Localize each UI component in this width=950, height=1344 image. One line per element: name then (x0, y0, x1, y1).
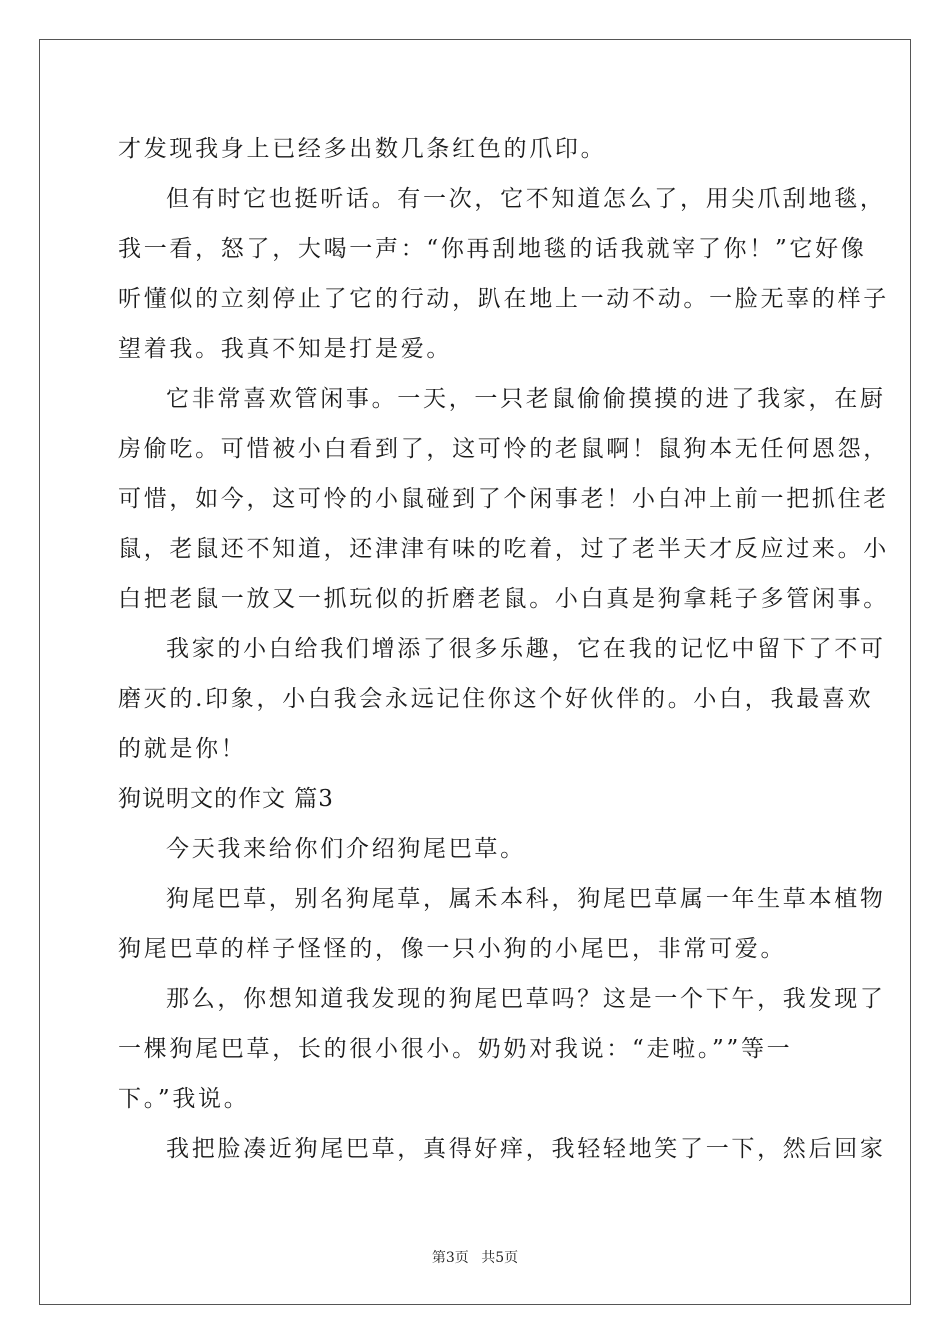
text-line: 听懂似的立刻停止了它的行动，趴在地上一动不动。一脸无辜的样子 (118, 286, 889, 312)
text-line: 的就是你！ (118, 736, 247, 762)
text-line: 一棵狗尾巴草，长的很小很小。奶奶对我说：“走啦。””等一 (118, 1036, 793, 1062)
text-line: 那么，你想知道我发现的狗尾巴草吗？这是一个下午，我发现了 (166, 986, 886, 1012)
section-heading: 狗说明文的作文 篇3 (118, 786, 334, 812)
text-line: 我把脸凑近狗尾巴草，真得好痒，我轻轻地笑了一下，然后回家 (166, 1136, 886, 1162)
text-line: 我一看，怒了，大喝一声：“你再刮地毯的话我就宰了你！”它好像 (118, 236, 867, 262)
text-line: 但有时它也挺听话。有一次，它不知道怎么了，用尖爪刮地毯， (166, 186, 886, 212)
text-line: 白把老鼠一放又一抓玩似的折磨老鼠。小白真是狗拿耗子多管闲事。 (118, 586, 889, 612)
document-body (118, 124, 889, 1174)
text-line: 才发现我身上已经多出数几条红色的爪印。 (118, 136, 607, 162)
text-line: 狗尾巴草的样子怪怪的，像一只小狗的小尾巴，非常可爱。 (118, 936, 787, 962)
text-line: 今天我来给你们介绍狗尾巴草。 (166, 836, 526, 862)
text-line: 鼠，老鼠还不知道，还津津有味的吃着，过了老半天才反应过来。小 (118, 536, 889, 562)
text-line: 望着我。我真不知是打是爱。 (118, 336, 453, 362)
page-number: 第3页 (431, 1250, 469, 1266)
page-footer (0, 1247, 950, 1267)
page-total: 共5页 (481, 1250, 519, 1266)
text-line: 房偷吃。可惜被小白看到了，这可怜的老鼠啊！鼠狗本无任何恩怨， (118, 436, 889, 462)
text-line: 磨灭的.印象，小白我会永远记住你这个好伙伴的。小白，我最喜欢 (118, 686, 874, 712)
text-line: 狗尾巴草，别名狗尾草，属禾本科，狗尾巴草属一年生草本植物 (166, 886, 886, 912)
text-line: 它非常喜欢管闲事。一天，一只老鼠偷偷摸摸的进了我家，在厨 (166, 386, 886, 412)
text-line: 我家的小白给我们增添了很多乐趣，它在我的记忆中留下了不可 (166, 636, 886, 662)
text-line: 下。”我说。 (118, 1086, 250, 1112)
text-line: 可惜，如今，这可怜的小鼠碰到了个闲事老！小白冲上前一把抓住老 (118, 486, 889, 512)
